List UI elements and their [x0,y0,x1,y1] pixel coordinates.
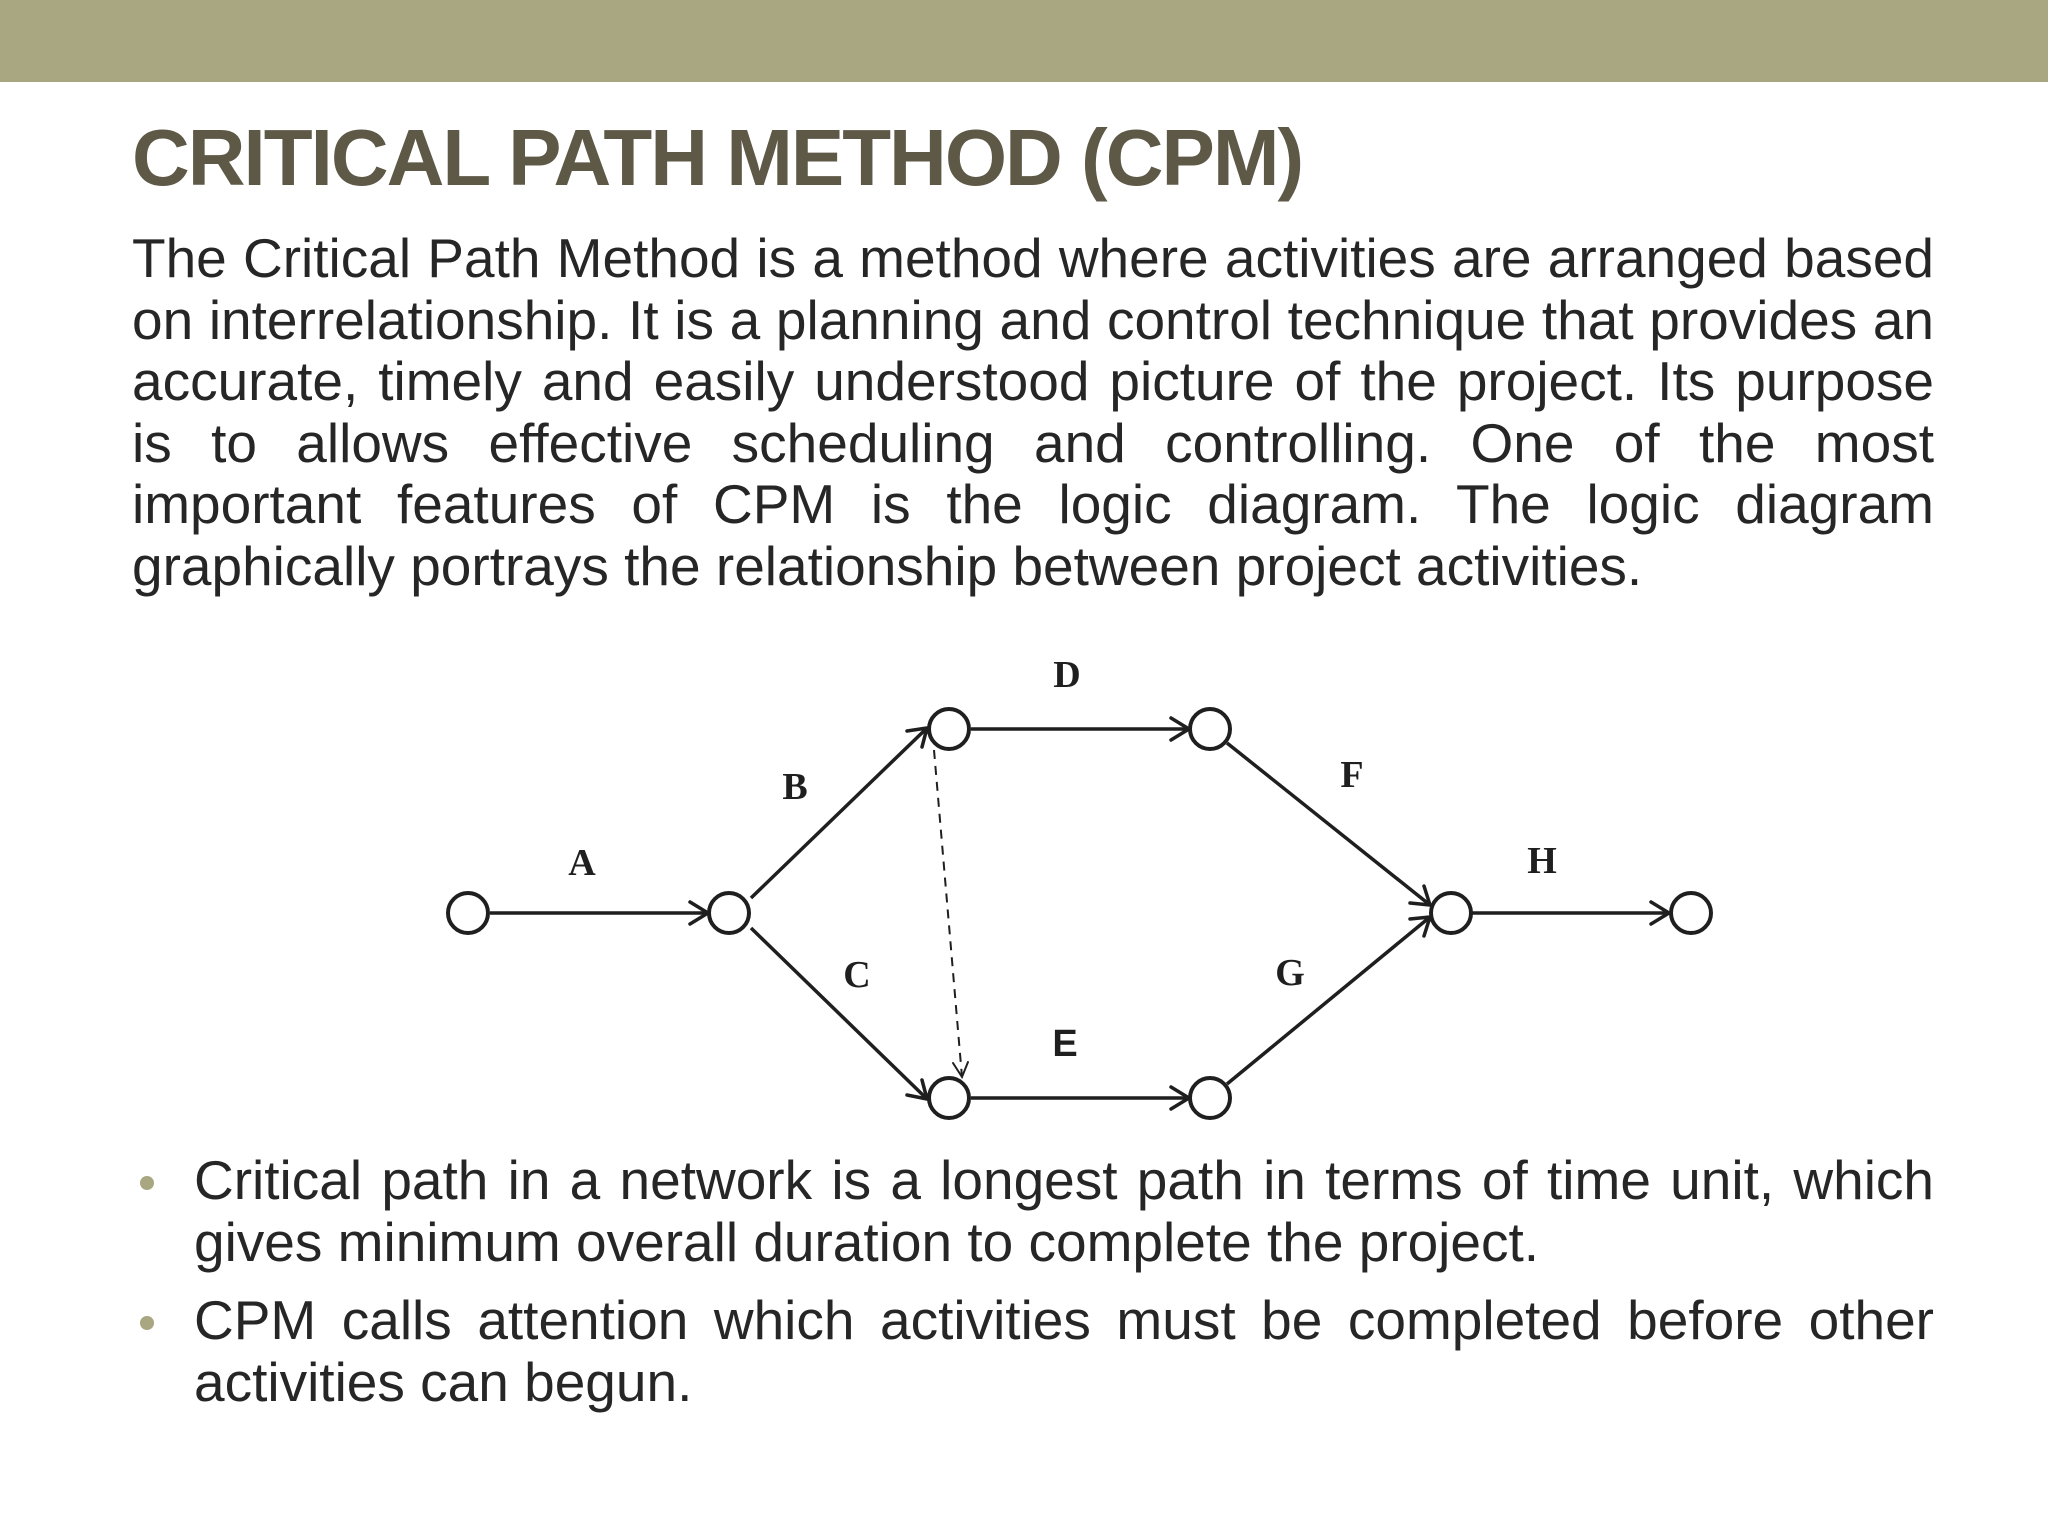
event-node-5 [1190,709,1230,749]
event-node-6 [1190,1078,1230,1118]
bullet-text: Critical path in a network is a longest path in terms of time unit, which gives minimum overall duration to complete the project. [194,1149,1934,1273]
activity-c-arrow [751,928,927,1099]
activity-label-b: B [782,766,808,808]
intro-paragraph: The Critical Path Method is a method where activities are arranged based on interrelationship. It is a planning and control technique that provides an accurate, timely and easily understood picture of the project. Its purpose is to allows effective scheduling and controlling. One of the most important features of CPM is the logic diagram. The logic diagram graphically portrays the relationship between project activities. [132,227,1934,597]
dummy-activity-arrow [934,750,968,1077]
activity-h-arrow [1472,902,1669,924]
activity-b-arrow [751,728,927,898]
event-node-4 [929,1078,969,1118]
activity-label-f: F [1340,754,1364,796]
activity-a-arrow [490,902,708,924]
event-node-7 [1431,893,1471,933]
activity-g-arrow [1227,917,1430,1084]
bullet-item [132,1290,1934,1413]
activity-f-arrow [1227,743,1430,905]
bullet-text: CPM calls attention which activities must be completed before other activities can begun. [194,1289,1934,1413]
event-node-2 [709,893,749,933]
activity-label-e: E [1052,1023,1078,1065]
bullet-list [132,1150,1934,1430]
activity-label-g: G [1275,952,1305,994]
activity-e-arrow [971,1087,1189,1109]
slide-title: CRITICAL PATH METHOD (CPM) [132,113,1303,202]
activity-d-arrow [971,718,1189,740]
activity-label-c: C [843,954,871,996]
activity-label-a: A [568,842,596,884]
event-node-8 [1671,893,1711,933]
event-node-1 [448,893,488,933]
activity-label-d: D [1053,654,1081,696]
bullet-dot [140,1176,154,1190]
activity-label-h: H [1527,840,1557,882]
event-node-3 [929,709,969,749]
bullet-dot [140,1316,154,1330]
bullet-item [132,1150,1934,1273]
